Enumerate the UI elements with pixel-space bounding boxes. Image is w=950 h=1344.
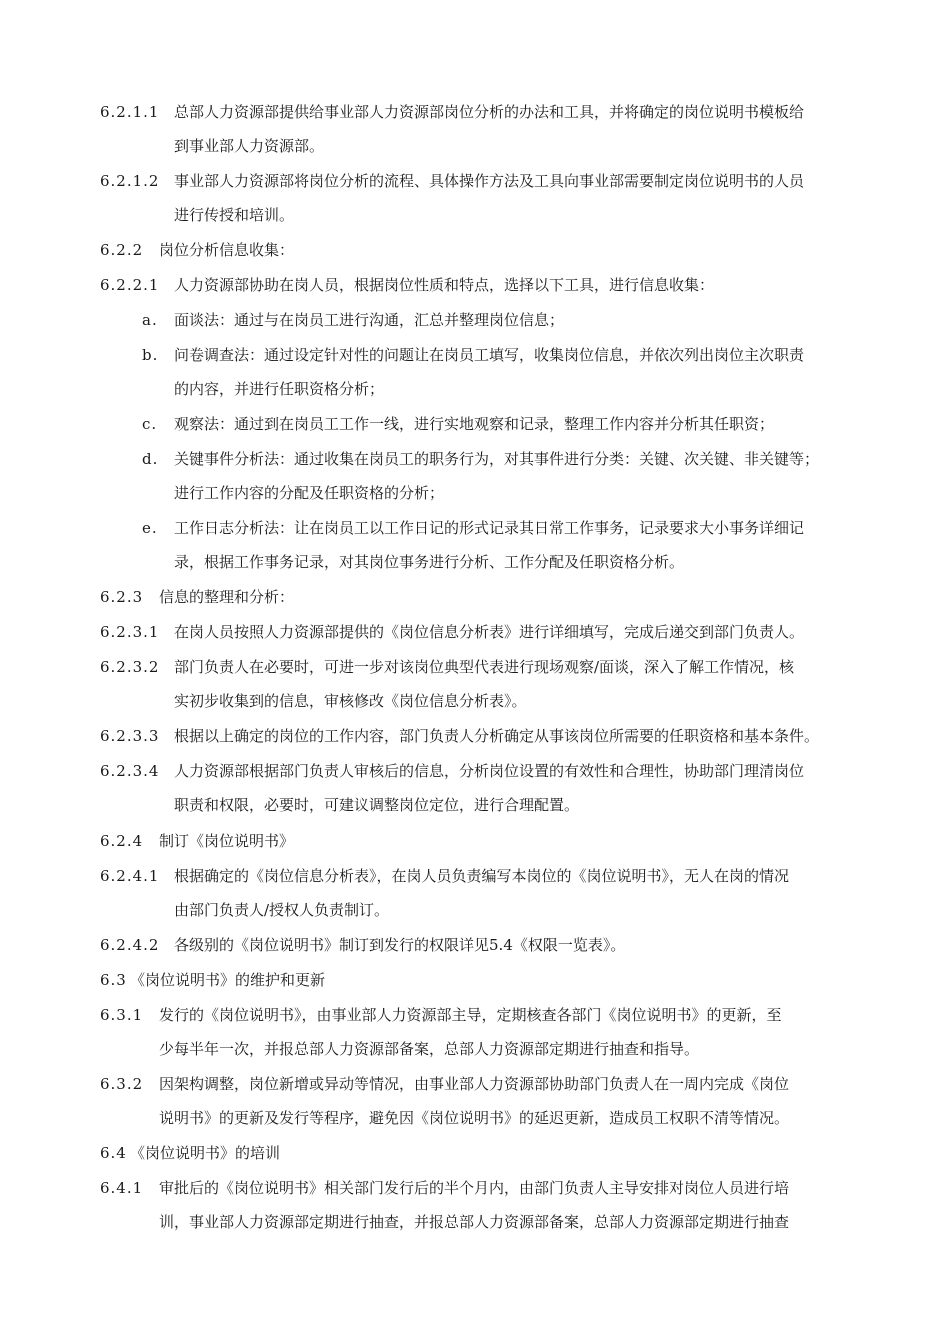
clause-number: 6.2.3.1 bbox=[100, 623, 160, 641]
section-heading: 信息的整理和分析： bbox=[159, 588, 295, 606]
clause-number: 6.2.4.1 bbox=[100, 867, 160, 885]
clause-text: 发行的《岗位说明书》，由事业部人力资源部主导，定期核查各部门《岗位说明书》的更新，至 bbox=[159, 1006, 782, 1024]
list-marker: a. bbox=[142, 311, 158, 329]
list-marker: c. bbox=[142, 415, 158, 433]
section-heading: 岗位分析信息收集： bbox=[159, 241, 295, 259]
clause-text: 因架构调整，岗位新增或异动等情况，由事业部人力资源部协助部门负责人在一周内完成《岗位 bbox=[159, 1075, 790, 1093]
section-number: 6.2.3 bbox=[100, 588, 144, 606]
clause-text: 人力资源部协助在岗人员，根据岗位性质和特点，选择以下工具，进行信息收集： bbox=[174, 276, 715, 294]
section-number: 6.4 bbox=[100, 1144, 127, 1162]
clause-number: 6.3.1 bbox=[100, 1006, 144, 1024]
clause-number: 6.3.2 bbox=[100, 1075, 144, 1093]
clause-number: 6.2.1.1 bbox=[100, 103, 160, 121]
list-item-text: 的内容，并进行任职资格分析； bbox=[174, 380, 385, 398]
clause-text: 职责和权限，必要时，可建议调整岗位定位，进行合理配置。 bbox=[174, 796, 580, 814]
list-item-text: 观察法：通过到在岗员工工作一线，进行实地观察和记录，整理工作内容并分析其任职资； bbox=[174, 415, 775, 433]
clause-text: 根据以上确定的岗位的工作内容，部门负责人分析确定从事该岗位所需要的任职资格和基本条件。 bbox=[174, 727, 820, 745]
clause-text: 在岗人员按照人力资源部提供的《岗位信息分析表》进行详细填写，完成后递交到部门负责人。 bbox=[174, 623, 805, 641]
clause-text: 部门负责人在必要时，可进一步对该岗位典型代表进行现场观察/面谈，深入了解工作情况，核 bbox=[174, 658, 795, 676]
clause-text: 由部门负责人/授权人负责制订。 bbox=[174, 901, 390, 919]
clause-text: 进行传授和培训。 bbox=[174, 206, 295, 224]
clause-text: 说明书》的更新及发行等程序，避免因《岗位说明书》的延迟更新，造成员工权职不清等情况。 bbox=[159, 1109, 790, 1127]
section-heading: 制订《岗位说明书》 bbox=[159, 832, 295, 850]
clause-text: 实初步收集到的信息，审核修改《岗位信息分析表》。 bbox=[174, 692, 527, 710]
list-item-text: 工作日志分析法：让在岗员工以工作日记的形式记录其日常工作事务，记录要求大小事务详细记 bbox=[174, 519, 805, 537]
list-item-text: 录，根据工作事务记录，对其岗位事务进行分析、工作分配及任职资格分析。 bbox=[174, 553, 685, 571]
section-number: 6.3 bbox=[100, 971, 127, 989]
clause-text: 到事业部人力资源部。 bbox=[174, 137, 325, 155]
clause-text: 人力资源部根据部门负责人审核后的信息，分析岗位设置的有效性和合理性，协助部门理清岗位 bbox=[174, 762, 805, 780]
clause-number: 6.4.1 bbox=[100, 1179, 144, 1197]
clause-text: 总部人力资源部提供给事业部人力资源部岗位分析的办法和工具，并将确定的岗位说明书模板给 bbox=[174, 103, 805, 121]
clause-text: 事业部人力资源部将岗位分析的流程、具体操作方法及工具向事业部需要制定岗位说明书的人员 bbox=[174, 172, 805, 190]
section-heading: 《岗位说明书》的维护和更新 bbox=[130, 971, 326, 989]
clause-text: 各级别的《岗位说明书》制订到发行的权限详见5.4《权限一览表》。 bbox=[174, 936, 626, 954]
clause-text: 训，事业部人力资源部定期进行抽查，并报总部人力资源部备案，总部人力资源部定期进行抽查 bbox=[159, 1213, 790, 1231]
clause-text: 根据确定的《岗位信息分析表》，在岗人员负责编写本岗位的《岗位说明书》，无人在岗的情况 bbox=[174, 867, 790, 885]
clause-text: 少每半年一次，并报总部人力资源部备案，总部人力资源部定期进行抽查和指导。 bbox=[159, 1040, 700, 1058]
list-marker: d. bbox=[142, 450, 159, 468]
section-number: 6.2.4 bbox=[100, 832, 144, 850]
clause-number: 6.2.4.2 bbox=[100, 936, 160, 954]
clause-number: 6.2.1.2 bbox=[100, 172, 160, 190]
clause-text: 审批后的《岗位说明书》相关部门发行后的半个月内，由部门负责人主导安排对岗位人员进行培 bbox=[159, 1179, 790, 1197]
list-item-text: 问卷调查法：通过设定针对性的问题让在岗员工填写，收集岗位信息，并依次列出岗位主次职责 bbox=[174, 346, 805, 364]
list-item-text: 面谈法：通过与在岗员工进行沟通，汇总并整理岗位信息； bbox=[174, 311, 565, 329]
list-marker: e. bbox=[142, 519, 158, 537]
list-item-text: 关键事件分析法：通过收集在岗员工的职务行为，对其事件进行分类：关键、次关键、非关键等； bbox=[174, 450, 820, 468]
clause-number: 6.2.2.1 bbox=[100, 276, 160, 294]
clause-number: 6.2.3.3 bbox=[100, 727, 160, 745]
section-heading: 《岗位说明书》的培训 bbox=[130, 1144, 281, 1162]
list-marker: b. bbox=[142, 346, 159, 364]
clause-number: 6.2.3.2 bbox=[100, 658, 160, 676]
list-item-text: 进行工作内容的分配及任职资格的分析； bbox=[174, 484, 445, 502]
section-number: 6.2.2 bbox=[100, 241, 144, 259]
clause-number: 6.2.3.4 bbox=[100, 762, 160, 780]
